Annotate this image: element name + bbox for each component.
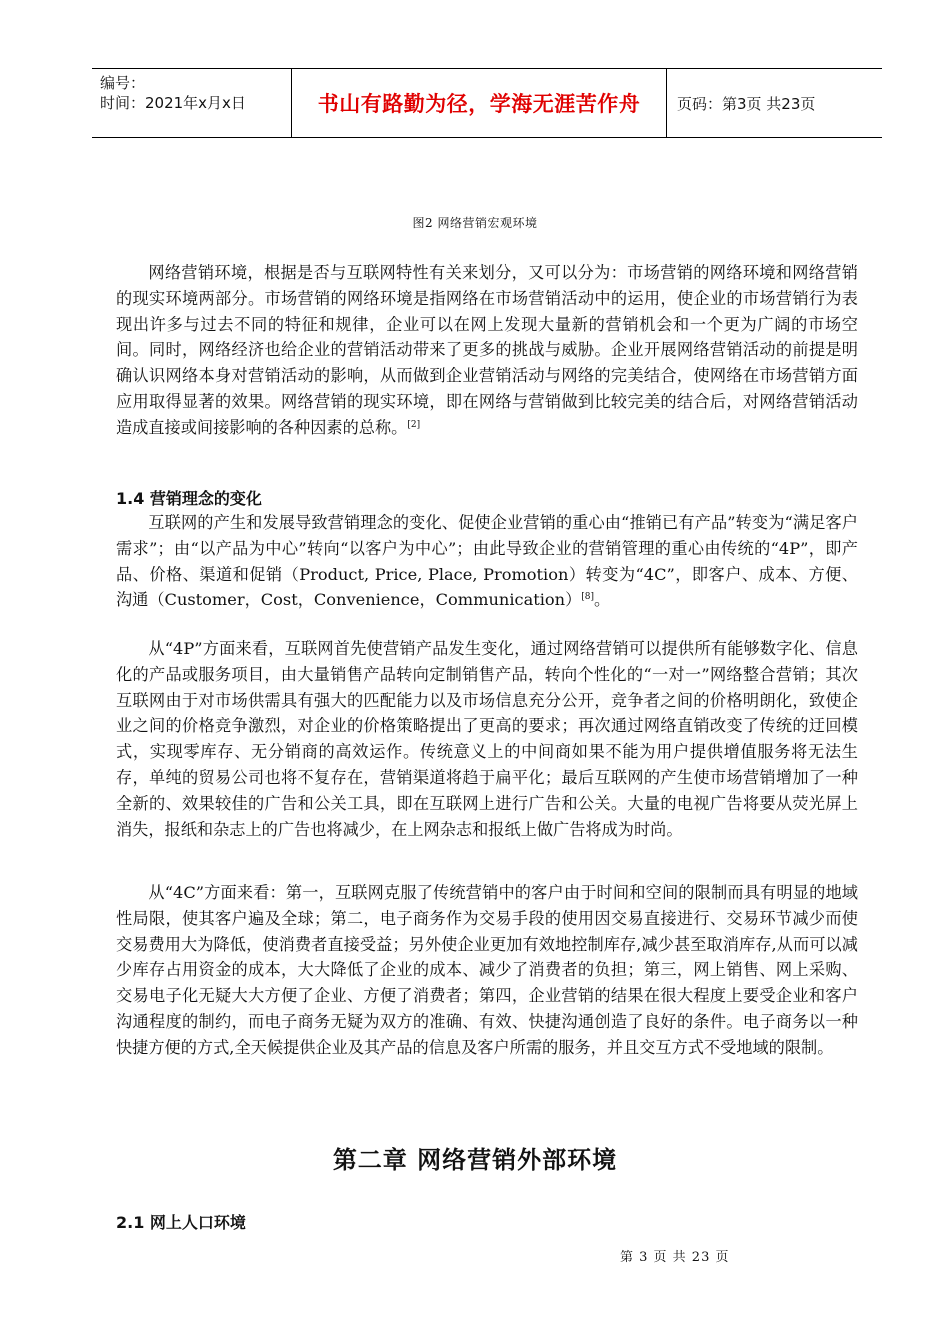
header-page-code-text: 页码：第3页 共23页 <box>677 94 816 113</box>
paragraph-network-environment <box>116 260 858 441</box>
paragraph-text: 从“4P”方面来看，互联网首先使营销产品发生变化，通过网络营销可以提供所有能够数字化、信息化的产品或服务项目，由大量销售产品转向定制销售产品，转向个性化的“一对一”网络整合营销；其次互联网由于对市场供需具有强大的匹配能力以及市场信息充分公开，竞争者之间的价格明朗化，致使企业之间的价格竞争激烈，对企业的价格策略提出了更高的要求；再次通过网络直销改变了传统的迂回模式，实现零库存、无分销商的高效运作。传统意义上的中间商如果不能为用户提供增值服务将无法生存，单纯的贸易公司也将不复存在，营销渠道将趋于扁平化；最后互联网的产生使市场营销增加了一种全新的、效果较佳的广告和公关工具，即在互联网上进行广告和公关。大量的电视广告将要从荧光屏上消失，报纸和杂志上的广告也将减少，在上网杂志和报纸上做广告将成为时尚。 <box>116 639 858 839</box>
chapter-title: 第二章 网络营销外部环境 <box>332 1146 618 1174</box>
header-number-label: 编号： <box>100 74 146 92</box>
paragraph-marketing-concept <box>116 510 858 613</box>
paragraph-end: 。 <box>594 590 611 610</box>
section-heading-2-1: 2.1 网上人口环境 <box>116 1213 246 1232</box>
header-time-label: 时间：2021年x月x日 <box>100 94 246 112</box>
paragraph-4p <box>116 636 858 842</box>
paragraph-4c <box>116 880 858 1061</box>
header-motto <box>292 69 667 137</box>
page-header <box>92 68 882 138</box>
header-motto-text: 书山有路勤为径，学海无涯苦作舟 <box>317 92 641 116</box>
citation-ref: [8] <box>581 592 595 603</box>
paragraph-text: 网络营销环境，根据是否与互联网特性有关来划分，又可以分为：市场营销的网络环境和网络营销的现实环境两部分。市场营销的网络环境是指网络在市场营销活动中的运用，使企业的市场营销行为表现出许多与过去不同的特征和规律，企业可以在网上发现大量新的营销机会和一个更为广阔的市场空间。同时，网络经济也给企业的营销活动带来了更多的挑战与威胁。企业开展网络营销活动的前提是明确认识网络本身对营销活动的影响，从而做到企业营销活动与网络的完美结合，使网络在市场营销方面应用取得显著的效果。网络营销的现实环境，即在网络与营销做到比较完美的结合后，对网络营销活动造成直接或间接影响的各种因素的总称。 <box>116 263 858 437</box>
paragraph-text: 从“4C”方面来看：第一，互联网克服了传统营销中的客户由于时间和空间的限制而具有明显的地域性局限，使其客户遍及全球；第二，电子商务作为交易手段的使用因交易直接进行、交易环节减少而使交易费用大为降低，使消费者直接受益；另外使企业更加有效地控制库存,减少甚至取消库存,从而可以减少库存占用资金的成本，大大降低了企业的成本、减少了消费者的负担；第三，网上销售、网上采购、交易电子化无疑大大方便了企业、方便了消费者；第四，企业营销的结果在很大程度上要受企业和客户沟通程度的制约，而电子商务无疑为双方的准确、有效、快捷沟通创造了良好的条件。电子商务以一种快捷方便的方式,全天候提供企业及其产品的信息及客户所需的服务，并且交互方式不受地域的限制。 <box>116 883 858 1057</box>
section-heading-1-4: 1.4 营销理念的变化 <box>116 489 262 508</box>
header-meta <box>92 69 292 137</box>
header-page-code <box>667 69 882 137</box>
page-footer: 第 3 页 共 23 页 <box>620 1250 730 1265</box>
citation-ref: [2] <box>407 419 421 430</box>
paragraph-text: 互联网的产生和发展导致营销理念的变化、促使企业营销的重心由“推销已有产品”转变为“满足客户需求”；由“以产品为中心”转向“以客户为中心”；由此导致企业的营销管理的重心由传统的“4P”，即产品、价格、渠道和促销（Product, Price, Place, Promotion）转变为“4C”，即客户、成本、方便、沟通（Customer，Cost，Convenience，Communication） <box>116 513 858 610</box>
figure-caption: 图2 网络营销宏观环境 <box>412 216 538 230</box>
